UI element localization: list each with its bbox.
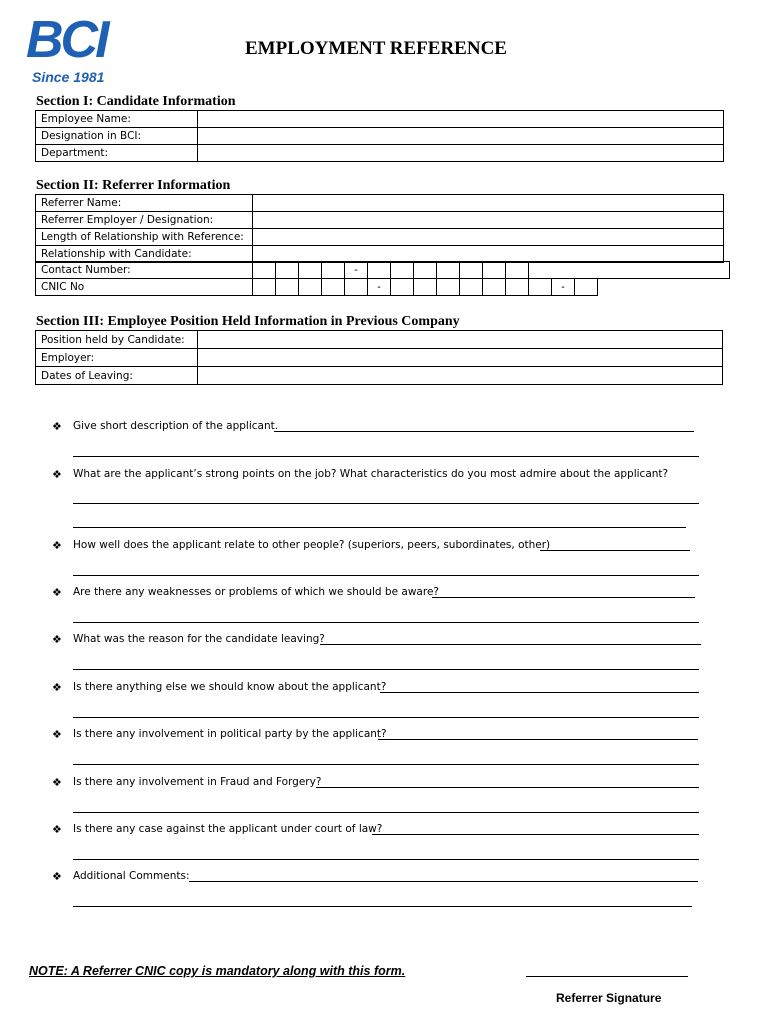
bullet-icon: ❖ — [52, 633, 62, 646]
cnic-digit-box[interactable] — [506, 279, 529, 296]
question-text: Is there any case against the applicant under court of law? — [73, 823, 383, 835]
cnic-dash: - — [368, 279, 391, 296]
field-label: Position held by Candidate: — [36, 331, 198, 349]
question-text: What are the applicant’s strong points on the job? What characteristics do you most admire about the applicant? — [73, 468, 669, 480]
answer-line[interactable] — [73, 859, 699, 860]
designation-field[interactable] — [198, 128, 724, 145]
section-1-heading: Section I: Candidate Information — [36, 94, 236, 109]
answer-line[interactable] — [189, 881, 698, 882]
answer-line[interactable] — [380, 692, 699, 693]
contact-blank — [529, 262, 730, 279]
answer-line[interactable] — [540, 550, 690, 551]
field-label: Employer: — [36, 349, 198, 367]
contact-digit-box[interactable] — [483, 262, 506, 279]
cnic-digit-box[interactable] — [299, 279, 322, 296]
bullet-icon: ❖ — [52, 420, 62, 433]
cnic-digit-box[interactable] — [483, 279, 506, 296]
bullet-icon: ❖ — [52, 681, 62, 694]
section-3-heading: Section III: Employee Position Held Information in Previous Company — [36, 314, 460, 329]
relationship-length-field[interactable] — [253, 229, 724, 246]
logo-mark: BCI — [26, 11, 107, 69]
table-row — [36, 262, 730, 279]
contact-digit-box[interactable] — [391, 262, 414, 279]
cnic-digit-box[interactable] — [322, 279, 345, 296]
cnic-dash: - — [552, 279, 575, 296]
employee-name-field[interactable] — [198, 111, 724, 128]
bullet-icon: ❖ — [52, 728, 62, 741]
document-title: EMPLOYMENT REFERENCE — [245, 38, 507, 59]
field-label: Designation in BCI: — [36, 128, 198, 145]
contact-digit-box[interactable] — [299, 262, 322, 279]
answer-line[interactable] — [73, 764, 699, 765]
contact-digit-box[interactable] — [276, 262, 299, 279]
table-row — [36, 279, 598, 296]
contact-digit-box[interactable] — [437, 262, 460, 279]
contact-digit-box[interactable] — [506, 262, 529, 279]
question-text: How well does the applicant relate to other people? (superiors, peers, subordinates, other) — [73, 539, 551, 551]
bullet-icon: ❖ — [52, 468, 62, 481]
bullet-icon: ❖ — [52, 586, 62, 599]
signature-line[interactable] — [526, 976, 688, 977]
cnic-table — [35, 278, 598, 296]
table-row — [36, 331, 723, 349]
field-label: Relationship with Candidate: — [36, 246, 253, 263]
answer-line[interactable] — [73, 812, 699, 813]
answer-line[interactable] — [73, 906, 692, 907]
cnic-digit-box[interactable] — [414, 279, 437, 296]
field-label: Referrer Name: — [36, 195, 253, 212]
contact-digit-box[interactable] — [322, 262, 345, 279]
referrer-name-field[interactable] — [253, 195, 724, 212]
field-label: Dates of Leaving: — [36, 367, 198, 385]
referrer-employer-field[interactable] — [253, 212, 724, 229]
contact-dash: - — [345, 262, 368, 279]
field-label: Referrer Employer / Designation: — [36, 212, 253, 229]
contact-number-table — [35, 261, 730, 279]
cnic-digit-box[interactable] — [529, 279, 552, 296]
field-label: Department: — [36, 145, 198, 162]
question-text: Is there any involvement in political party by the applicant? — [73, 728, 387, 740]
question-text: Is there any involvement in Fraud and Forgery? — [73, 776, 322, 788]
field-label: CNIC No — [36, 279, 253, 296]
question-text: Additional Comments: — [73, 870, 190, 882]
table-row — [36, 195, 724, 212]
answer-line[interactable] — [73, 575, 699, 576]
cnic-digit-box[interactable] — [460, 279, 483, 296]
field-label: Employee Name: — [36, 111, 198, 128]
table-row — [36, 246, 724, 263]
table-row — [36, 212, 724, 229]
referrer-info-table — [35, 194, 724, 263]
relationship-field[interactable] — [253, 246, 724, 263]
question-text: Give short description of the applicant. — [73, 420, 279, 432]
cnic-digit-box[interactable] — [345, 279, 368, 296]
bullet-icon: ❖ — [52, 823, 62, 836]
field-label: Length of Relationship with Reference: — [36, 229, 253, 246]
answer-line[interactable] — [378, 739, 698, 740]
question-text: Are there any weaknesses or problems of which we should be aware? — [73, 586, 439, 598]
employer-field[interactable] — [198, 349, 723, 367]
table-row — [36, 349, 723, 367]
answer-line[interactable] — [274, 431, 694, 432]
bullet-icon: ❖ — [52, 776, 62, 789]
field-label: Contact Number: — [36, 262, 253, 279]
cnic-note: NOTE: A Referrer CNIC copy is mandatory along with this form. — [29, 964, 406, 978]
answer-line[interactable] — [73, 503, 699, 504]
answer-line[interactable] — [316, 787, 699, 788]
dates-of-leaving-field[interactable] — [198, 367, 723, 385]
department-field[interactable] — [198, 145, 724, 162]
question-text: What was the reason for the candidate leaving? — [73, 633, 325, 645]
table-row — [36, 111, 724, 128]
question-text: Is there anything else we should know about the applicant? — [73, 681, 387, 693]
bullet-icon: ❖ — [52, 539, 62, 552]
answer-line[interactable] — [73, 669, 699, 670]
contact-digit-box[interactable] — [414, 262, 437, 279]
candidate-info-table — [35, 110, 724, 162]
cnic-digit-box[interactable] — [276, 279, 299, 296]
answer-line[interactable] — [372, 834, 699, 835]
table-row — [36, 128, 724, 145]
previous-position-table — [35, 330, 723, 385]
answer-line[interactable] — [320, 644, 701, 645]
table-row — [36, 367, 723, 385]
answer-line[interactable] — [73, 717, 699, 718]
cnic-digit-box[interactable] — [391, 279, 414, 296]
cnic-digit-box[interactable] — [575, 279, 598, 296]
bullet-icon: ❖ — [52, 870, 62, 883]
signature-label: Referrer Signature — [556, 991, 662, 1005]
cnic-digit-box[interactable] — [437, 279, 460, 296]
section-2-heading: Section II: Referrer Information — [36, 178, 231, 193]
cnic-digit-box[interactable] — [253, 279, 276, 296]
answer-line[interactable] — [432, 597, 695, 598]
contact-digit-box[interactable] — [253, 262, 276, 279]
table-row — [36, 229, 724, 246]
answer-line[interactable] — [73, 527, 686, 528]
answer-line[interactable] — [73, 622, 699, 623]
table-row — [36, 145, 724, 162]
answer-line[interactable] — [73, 456, 699, 457]
logo-since: Since 1981 — [32, 69, 105, 85]
contact-digit-box[interactable] — [460, 262, 483, 279]
position-held-field[interactable] — [198, 331, 723, 349]
contact-digit-box[interactable] — [368, 262, 391, 279]
